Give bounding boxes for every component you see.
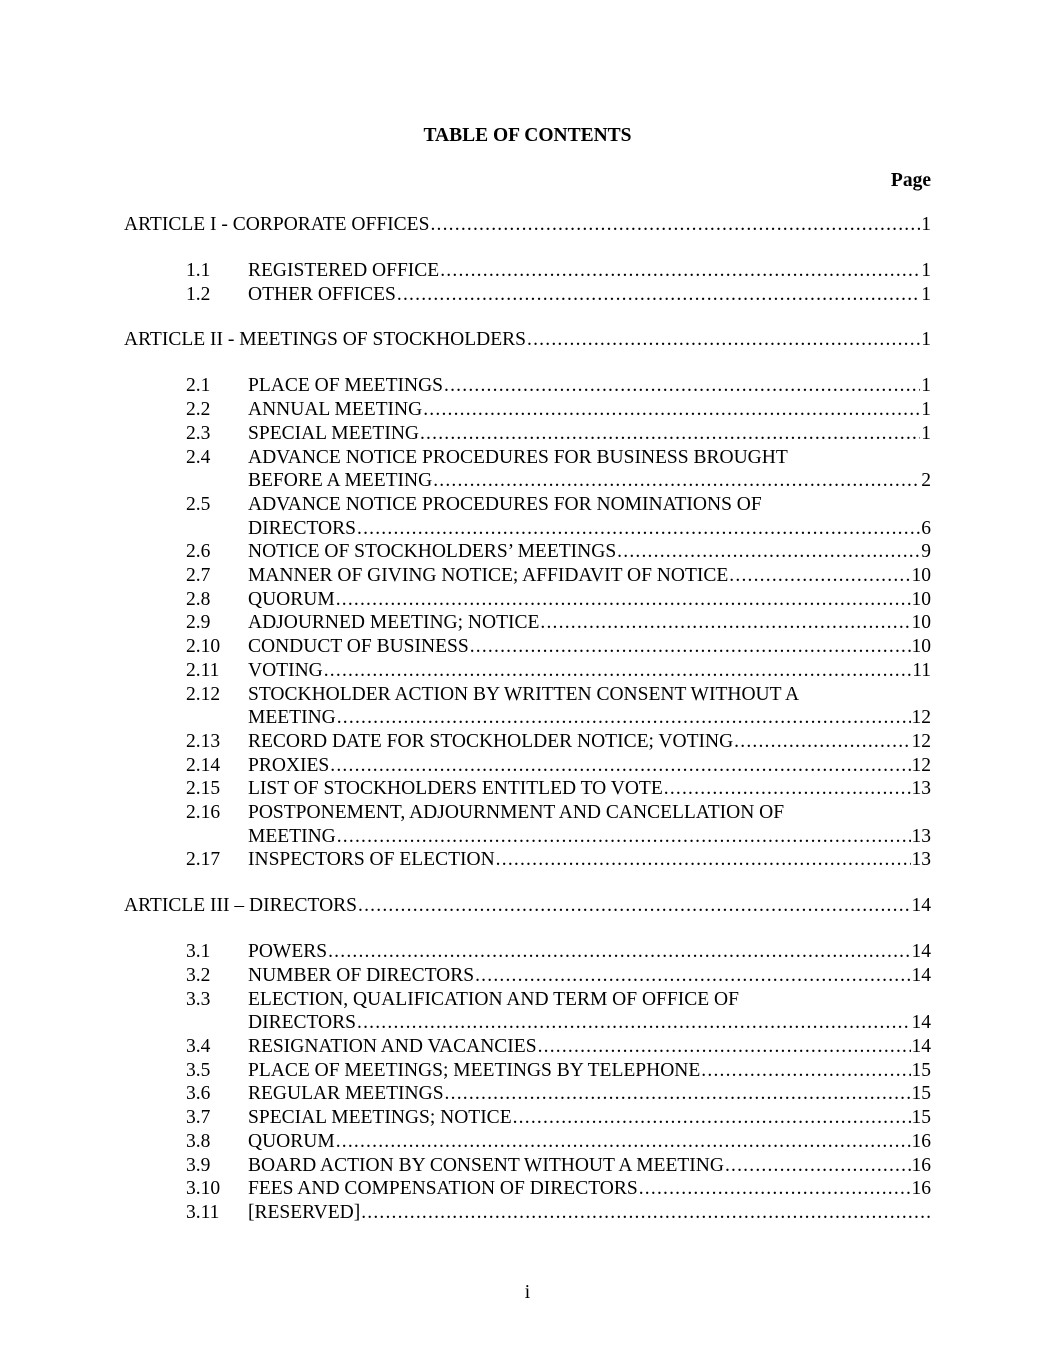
section-number: 3.6: [186, 1083, 211, 1105]
section-title: LIST OF STOCKHOLDERS ENTITLED TO VOTE: [248, 778, 663, 800]
toc-section-entry[interactable]: [124, 588, 931, 612]
dot-leader: [337, 706, 911, 730]
toc-section-entry[interactable]: [124, 259, 931, 283]
toc-section-list: [124, 940, 931, 1224]
section-body: [248, 801, 931, 848]
toc-section-entry[interactable]: [124, 801, 931, 848]
section-number: 3.9: [186, 1154, 211, 1176]
section-page-number: 1: [921, 260, 931, 281]
section-leader-line: [248, 940, 931, 964]
toc-section-entry[interactable]: [124, 611, 931, 635]
section-title: PLACE OF MEETINGS: [248, 375, 444, 397]
section-body: [248, 540, 931, 564]
toc-section-list: [124, 259, 931, 306]
section-page-number: 6: [921, 517, 931, 539]
toc-article-entry[interactable]: [124, 328, 931, 352]
section-leader-line: [248, 754, 931, 778]
dot-leader: [639, 1177, 911, 1201]
toc-section-entry[interactable]: [124, 1035, 931, 1059]
section-body: [248, 683, 931, 730]
dot-leader: [664, 777, 911, 801]
dot-leader: [336, 1130, 911, 1154]
section-number: 2.8: [186, 588, 211, 610]
section-page-number: 10: [911, 565, 931, 587]
section-number: 2.9: [186, 612, 211, 634]
dot-leader: [357, 517, 920, 541]
section-title-line1: ADVANCE NOTICE PROCEDURES FOR BUSINESS BROUGHT: [248, 446, 788, 468]
section-title: SPECIAL MEETING: [248, 422, 419, 444]
section-title: BOARD ACTION BY CONSENT WITHOUT A MEETING: [248, 1154, 724, 1176]
toc-section-entry[interactable]: [124, 964, 931, 988]
section-number: 2.4: [186, 446, 211, 468]
dot-leader: [444, 374, 920, 398]
section-title: NUMBER OF DIRECTORS: [248, 964, 475, 986]
toc-section-entry[interactable]: [124, 659, 931, 683]
section-title: OTHER OFFICES: [248, 283, 396, 305]
dot-leader: [397, 283, 920, 307]
article-title: ARTICLE III – DIRECTORS: [124, 895, 358, 917]
section-number: 1.2: [186, 283, 211, 305]
section-page-number: 1: [921, 399, 931, 421]
dot-leader: [330, 754, 910, 778]
toc-section-entry[interactable]: [124, 493, 931, 540]
page-number-footer: i: [524, 1282, 531, 1303]
dot-leader: [527, 328, 920, 352]
section-leader-line: [248, 374, 931, 398]
dot-leader: [440, 259, 920, 283]
toc-section-entry[interactable]: [124, 848, 931, 872]
section-title: DIRECTORS: [248, 517, 356, 539]
section-body: [248, 283, 931, 307]
section-body: [248, 564, 931, 588]
section-body: [248, 1154, 931, 1178]
dot-leader: [617, 540, 920, 564]
toc-section-entry[interactable]: [124, 1154, 931, 1178]
section-page-number: 13: [911, 778, 931, 800]
section-title: MEETING: [248, 707, 336, 729]
section-title: RESIGNATION AND VACANCIES: [248, 1035, 537, 1057]
section-leader-line: [248, 422, 931, 446]
section-leader-line: [248, 588, 931, 612]
toc-article-entry[interactable]: [124, 894, 931, 918]
section-number: 2.7: [186, 565, 211, 587]
section-number: 3.8: [186, 1130, 211, 1152]
section-leader-line: [248, 469, 931, 493]
section-page-number: 12: [911, 754, 931, 776]
article-title: ARTICLE I - CORPORATE OFFICES: [124, 214, 430, 235]
dot-leader: [513, 1106, 911, 1130]
section-body: [248, 493, 931, 540]
dot-leader: [540, 611, 910, 635]
section-leader-line: [248, 1177, 931, 1201]
dot-leader: [423, 398, 920, 422]
section-leader-line: [248, 611, 931, 635]
section-body: [248, 659, 931, 683]
section-title: PLACE OF MEETINGS; MEETINGS BY TELEPHONE: [248, 1059, 701, 1081]
page-column-header: Page: [890, 170, 931, 191]
section-title: VOTING: [248, 659, 323, 681]
section-number: 3.1: [186, 941, 211, 963]
section-title-line1: ELECTION, QUALIFICATION AND TERM OF OFFICE OF: [248, 988, 739, 1010]
section-title: NOTICE OF STOCKHOLDERS’ MEETINGS: [248, 541, 617, 563]
section-leader-line: [248, 283, 931, 307]
section-number: 2.11: [186, 659, 220, 681]
section-title: SPECIAL MEETINGS; NOTICE: [248, 1107, 512, 1129]
section-page-number: 15: [911, 1059, 931, 1081]
section-leader-line: [248, 825, 931, 849]
section-leader-line: [248, 540, 931, 564]
section-title: ANNUAL MEETING: [248, 399, 423, 421]
toc-section-entry[interactable]: [124, 422, 931, 446]
section-body: [248, 1082, 931, 1106]
section-page-number: 16: [911, 1154, 931, 1176]
toc-section-entry[interactable]: [124, 777, 931, 801]
toc-section-entry[interactable]: [124, 730, 931, 754]
section-page-number: 16: [911, 1178, 931, 1200]
section-page-number: 16: [911, 1130, 931, 1152]
section-body: [248, 988, 931, 1035]
dot-leader: [361, 1201, 930, 1225]
section-body: [248, 940, 931, 964]
section-number: 2.13: [186, 730, 221, 752]
dot-leader: [725, 1154, 911, 1178]
dot-leader: [357, 1011, 911, 1035]
toc-section-entry[interactable]: [124, 540, 931, 564]
dot-leader: [328, 940, 910, 964]
section-title: PROXIES: [248, 754, 330, 776]
section-page-number: 14: [911, 964, 931, 986]
section-number: 3.3: [186, 988, 211, 1010]
section-number: 2.10: [186, 636, 221, 658]
toc-section-entry[interactable]: [124, 1177, 931, 1201]
section-title: INSPECTORS OF ELECTION: [248, 849, 495, 871]
section-title: [RESERVED]: [248, 1201, 361, 1223]
section-title: BEFORE A MEETING: [248, 470, 433, 492]
section-body: [248, 422, 931, 446]
article-page-number: 14: [911, 895, 931, 917]
section-body: [248, 848, 931, 872]
dot-leader: [538, 1035, 911, 1059]
section-body: [248, 730, 931, 754]
section-title: DIRECTORS: [248, 1012, 356, 1034]
section-title-line1: STOCKHOLDER ACTION BY WRITTEN CONSENT WITHOUT A: [248, 683, 800, 705]
section-leader-line: [248, 659, 931, 683]
section-number: 2.1: [186, 375, 211, 397]
toc-section-entry[interactable]: [124, 1130, 931, 1154]
section-body: [248, 1059, 931, 1083]
section-title: QUORUM: [248, 1130, 335, 1152]
article-title: ARTICLE II - MEETINGS OF STOCKHOLDERS: [124, 329, 527, 351]
section-leader-line: [248, 517, 931, 541]
section-leader-line: [248, 564, 931, 588]
section-body: [248, 1177, 931, 1201]
section-body: [248, 374, 931, 398]
section-number: 2.5: [186, 493, 211, 515]
toc-section-entry[interactable]: [124, 283, 931, 307]
section-page-number: 9: [921, 541, 931, 563]
section-leader-line: [248, 1082, 931, 1106]
section-number: 2.12: [186, 683, 221, 705]
section-leader-line: [248, 964, 931, 988]
section-page-number: 10: [911, 588, 931, 610]
section-body: [248, 1035, 931, 1059]
section-leader-line: [248, 848, 931, 872]
section-leader-line: [248, 1011, 931, 1035]
section-page-number: 11: [912, 659, 931, 681]
section-body: [248, 1130, 931, 1154]
section-body: [248, 777, 931, 801]
section-page-number: 1: [921, 283, 931, 305]
section-title: ADJOURNED MEETING; NOTICE: [248, 612, 540, 634]
toc-section-entry[interactable]: [124, 374, 931, 398]
table-of-contents: [124, 213, 931, 1247]
section-page-number: 14: [911, 1012, 931, 1034]
section-title: QUORUM: [248, 588, 335, 610]
section-leader-line: [248, 706, 931, 730]
section-page-number: 12: [911, 707, 931, 729]
toc-section-entry[interactable]: [124, 564, 931, 588]
article-page-number: 1: [921, 329, 931, 351]
section-title: RECORD DATE FOR STOCKHOLDER NOTICE; VOTING: [248, 730, 734, 752]
section-number: 2.6: [186, 541, 211, 563]
section-title: MANNER OF GIVING NOTICE; AFFIDAVIT OF NOTICE: [248, 565, 729, 587]
section-number: 3.11: [186, 1201, 220, 1223]
section-body: [248, 635, 931, 659]
section-leader-line: [248, 1130, 931, 1154]
section-number: 3.4: [186, 1035, 211, 1057]
section-number: 2.17: [186, 849, 221, 871]
dot-leader: [470, 635, 911, 659]
section-body: [248, 398, 931, 422]
section-body: [248, 1106, 931, 1130]
section-page-number: 13: [911, 825, 931, 847]
dot-leader: [420, 422, 920, 446]
section-page-number: 2: [921, 470, 931, 492]
dot-leader: [433, 469, 920, 493]
section-number: 1.1: [186, 260, 211, 281]
section-number: 3.5: [186, 1059, 211, 1081]
section-page-number: 10: [911, 612, 931, 634]
dot-leader: [701, 1059, 910, 1083]
toc-section-list: [124, 374, 931, 872]
section-title: REGISTERED OFFICE: [248, 260, 440, 281]
section-body: [248, 446, 931, 493]
section-number: 3.7: [186, 1107, 211, 1129]
section-number: 2.2: [186, 399, 211, 421]
section-body: [248, 964, 931, 988]
toc-section-entry[interactable]: [124, 398, 931, 422]
section-page-number: 15: [911, 1083, 931, 1105]
toc-section-entry[interactable]: [124, 635, 931, 659]
section-leader-line: [248, 1106, 931, 1130]
section-number: 2.16: [186, 802, 221, 824]
dot-leader: [729, 564, 910, 588]
section-leader-line: [248, 398, 931, 422]
section-title-line1: POSTPONEMENT, ADJOURNMENT AND CANCELLATION OF: [248, 802, 785, 824]
section-title: CONDUCT OF BUSINESS: [248, 636, 469, 658]
dot-leader: [496, 848, 911, 872]
dot-leader: [324, 659, 911, 683]
section-leader-line: [248, 1154, 931, 1178]
dot-leader: [336, 588, 911, 612]
section-page-number: 14: [911, 1035, 931, 1057]
section-body: [248, 1201, 931, 1225]
section-leader-line: [248, 259, 931, 283]
toc-section-entry[interactable]: [124, 683, 931, 730]
section-leader-line: [248, 730, 931, 754]
dot-leader: [337, 825, 911, 849]
toc-section-entry[interactable]: [124, 1106, 931, 1130]
section-page-number: 1: [921, 422, 931, 444]
toc-section-entry[interactable]: [124, 988, 931, 1035]
section-title-line1: ADVANCE NOTICE PROCEDURES FOR NOMINATIONS OF: [248, 493, 762, 515]
article-page-number: 1: [921, 214, 931, 235]
section-page-number: 14: [911, 941, 931, 963]
toc-article-entry[interactable]: [124, 213, 931, 237]
section-leader-line: [248, 635, 931, 659]
section-title: POWERS: [248, 941, 328, 963]
section-number: 3.10: [186, 1178, 221, 1200]
section-title: MEETING: [248, 825, 336, 847]
section-page-number: 10: [911, 636, 931, 658]
page-title: TABLE OF CONTENTS: [423, 125, 632, 146]
toc-section-entry[interactable]: [124, 1059, 931, 1083]
dot-leader: [734, 730, 910, 754]
toc-section-entry[interactable]: [124, 446, 931, 493]
section-body: [248, 611, 931, 635]
dot-leader: [358, 894, 910, 918]
section-body: [248, 259, 931, 283]
section-leader-line: [248, 777, 931, 801]
section-number: 2.14: [186, 754, 221, 776]
section-title: FEES AND COMPENSATION OF DIRECTORS: [248, 1178, 638, 1200]
section-page-number: 13: [911, 849, 931, 871]
section-number: 2.3: [186, 422, 211, 444]
section-leader-line: [248, 1035, 931, 1059]
toc-section-entry[interactable]: [124, 1201, 931, 1225]
section-number: 2.15: [186, 778, 221, 800]
dot-leader: [475, 964, 910, 988]
toc-section-entry[interactable]: [124, 1082, 931, 1106]
section-number: 3.2: [186, 964, 211, 986]
section-leader-line: [248, 1201, 931, 1225]
section-title: REGULAR MEETINGS: [248, 1083, 444, 1105]
section-page-number: 12: [911, 730, 931, 752]
toc-section-entry[interactable]: [124, 940, 931, 964]
section-body: [248, 588, 931, 612]
dot-leader: [445, 1082, 911, 1106]
toc-section-entry[interactable]: [124, 754, 931, 778]
section-leader-line: [248, 1059, 931, 1083]
section-body: [248, 754, 931, 778]
dot-leader: [430, 213, 920, 237]
section-page-number: 1: [921, 375, 931, 397]
section-page-number: 15: [911, 1107, 931, 1129]
